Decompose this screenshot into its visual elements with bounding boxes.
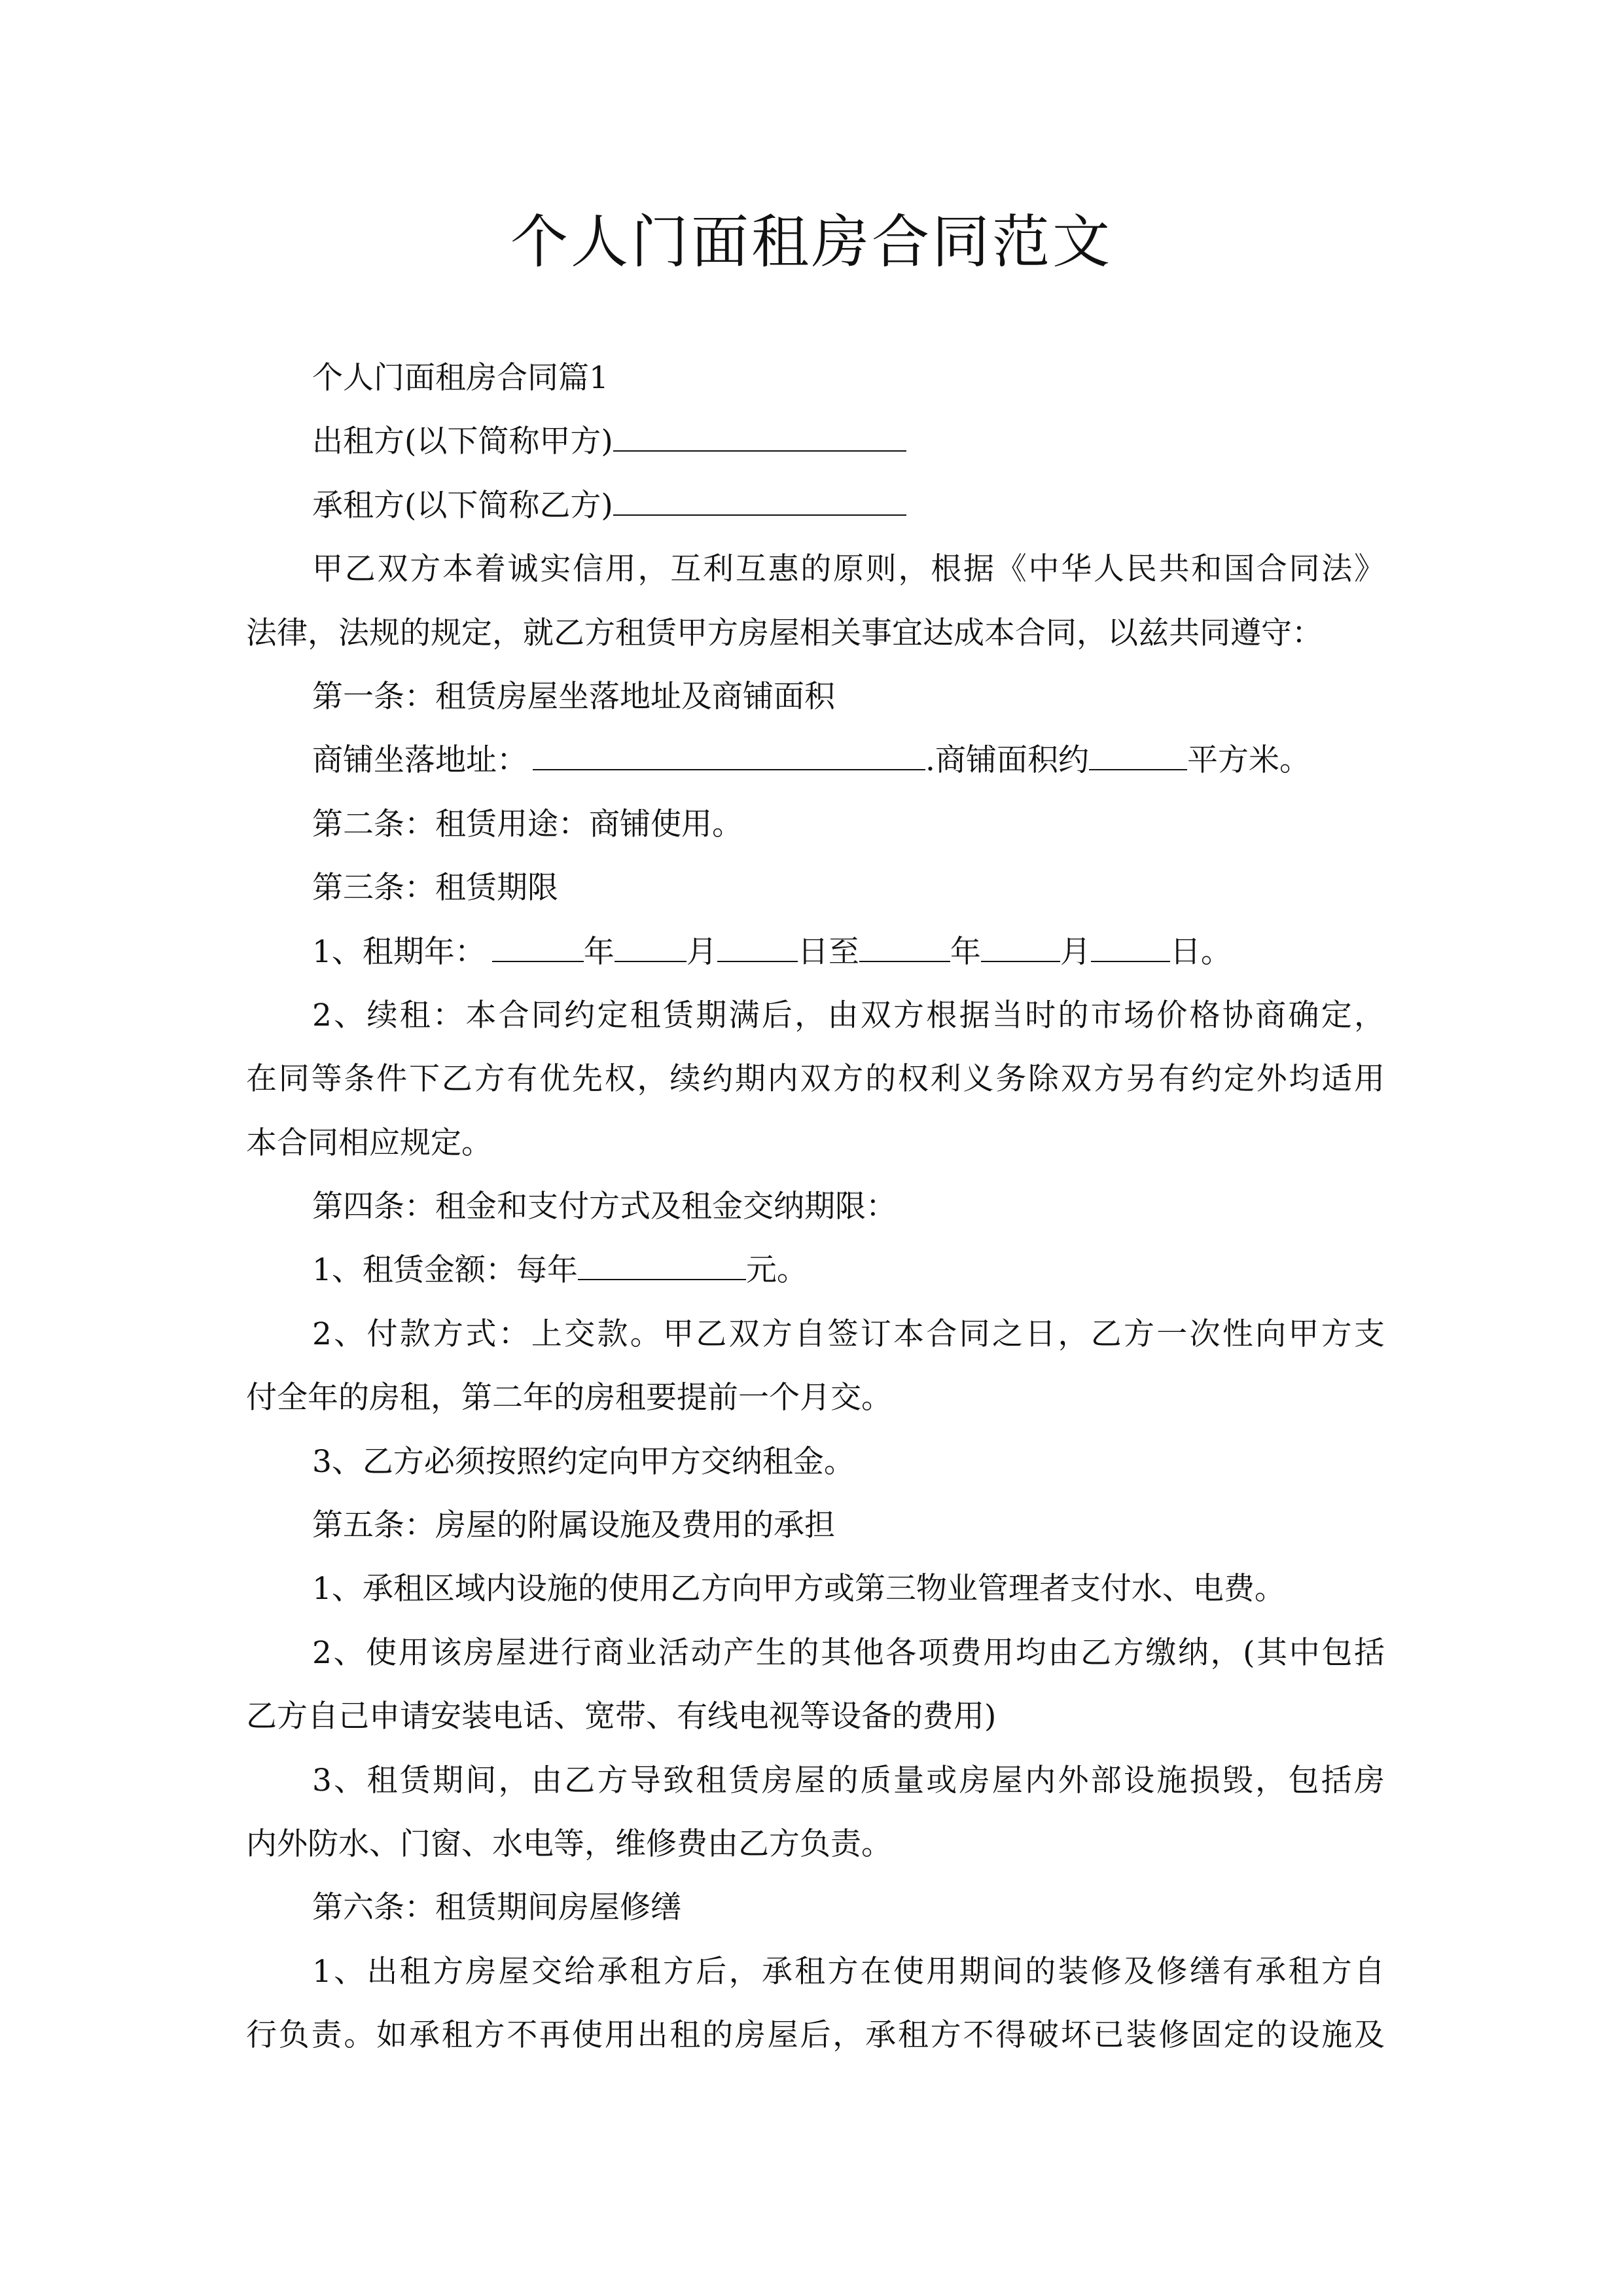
text-line (246, 984, 1385, 1047)
fill-in-blank (613, 495, 906, 516)
fill-in-blank (578, 1259, 746, 1280)
fill-in-blank (533, 749, 925, 770)
text-line (246, 1238, 1385, 1302)
fill-in-blank (859, 941, 950, 962)
text-line (246, 1047, 1385, 1111)
fill-in-blank (981, 941, 1060, 962)
text-line (246, 856, 1385, 920)
contract-body (246, 346, 1385, 2068)
text-segment: 第五条：房屋的附属设施及费用的承担 (312, 1507, 835, 1544)
text-segment: 年 (583, 933, 615, 970)
text-segment: 甲乙双方本着诚实信用，互利互惠的原则，根据《中华人民共和国合同法》 (312, 551, 1385, 588)
text-line (246, 1494, 1385, 1557)
text-line (246, 1812, 1385, 1876)
text-line (246, 346, 1385, 410)
text-line (246, 474, 1385, 537)
text-segment: 1、租期年： (312, 933, 486, 970)
text-segment: 3、租赁期间，由乙方导致租赁房屋的质量或房屋内外部设施损毁，包括房 (312, 1762, 1385, 1799)
text-segment: 商铺坐落地址： (312, 742, 527, 779)
fill-in-blank (492, 941, 584, 962)
text-segment: 2、续租：本合同约定租赁期满后，由双方根据当时的市场价格协商确定， (312, 997, 1385, 1033)
text-segment: 行负责。如承租方不再使用出租的房屋后，承租方不得破坏已装修固定的设施及 (246, 2017, 1385, 2054)
text-line (246, 1621, 1385, 1685)
text-line (246, 1749, 1385, 1812)
fill-in-blank (615, 941, 687, 962)
text-segment: 法律，法规的规定，就乙方租赁甲方房屋相关事宜达成本合同，以兹共同遵守： (246, 615, 1323, 651)
text-segment: 1、出租方房屋交给承租方后，承租方在使用期间的装修及修缮有承租方自 (312, 1953, 1385, 1990)
text-line (246, 1175, 1385, 1238)
text-segment: 第三条：租赁期限 (312, 870, 558, 906)
text-line (246, 1940, 1385, 2003)
text-line (246, 1366, 1385, 1429)
text-segment: 年 (950, 933, 981, 970)
text-segment: 付全年的房租，第二年的房租要提前一个月交。 (246, 1380, 892, 1416)
text-line (246, 1430, 1385, 1494)
text-segment: 平方米。 (1186, 742, 1310, 779)
fill-in-blank (717, 941, 798, 962)
text-line (246, 2003, 1385, 2067)
text-segment: 个人门面租房合同篇1 (312, 360, 609, 396)
text-line (246, 1111, 1385, 1175)
text-segment: 内外防水、门窗、水电等，维修费由乙方负责。 (246, 1825, 892, 1862)
text-line (246, 920, 1385, 984)
text-segment: 承租方(以下简称乙方) (312, 487, 613, 524)
text-segment: .商铺面积约 (925, 742, 1089, 779)
text-segment: 第一条：租赁房屋坐落地址及商铺面积 (312, 678, 835, 715)
text-line (246, 1685, 1385, 1748)
text-line (246, 537, 1385, 601)
text-segment: 第二条：租赁用途：商铺使用。 (312, 806, 743, 842)
text-segment: 乙方自己申请安装电话、宽带、有线电视等设备的费用) (246, 1698, 997, 1735)
text-segment: 2、付款方式：上交款。甲乙双方自签订本合同之日，乙方一次性向甲方支 (312, 1316, 1385, 1352)
text-line (246, 1876, 1385, 1939)
text-segment: 日至 (797, 933, 859, 970)
text-line (246, 793, 1385, 856)
text-segment: 本合同相应规定。 (246, 1124, 492, 1161)
text-segment: 出租方(以下简称甲方) (312, 423, 613, 460)
text-segment: 2、使用该房屋进行商业活动产生的其他各项费用均由乙方缴纳，(其中包括 (312, 1634, 1385, 1671)
document-title: 个人门面租房合同范文 (510, 208, 1113, 276)
text-segment: 月 (1060, 933, 1091, 970)
text-segment: 第六条：租赁期间房屋修缮 (312, 1890, 681, 1926)
text-segment: 1、租赁金额：每年 (312, 1252, 578, 1289)
text-segment: 在同等条件下乙方有优先权，续约期内双方的权利义务除双方另有约定外均适用 (246, 1061, 1385, 1098)
text-line (246, 665, 1385, 728)
text-segment: 第四条：租金和支付方式及租金交纳期限： (312, 1189, 897, 1225)
text-segment: 月 (686, 933, 717, 970)
fill-in-blank (1089, 749, 1187, 770)
text-line (246, 1557, 1385, 1621)
text-line (246, 728, 1385, 792)
text-segment: 3、乙方必须按照约定向甲方交纳租金。 (312, 1443, 855, 1480)
text-line (246, 1302, 1385, 1366)
fill-in-blank (1091, 941, 1170, 962)
text-segment: 元。 (745, 1252, 808, 1289)
text-segment: 1、承租区域内设施的使用乙方向甲方或第三物业管理者支付水、电费。 (312, 1571, 1285, 1607)
text-segment: 日。 (1169, 933, 1232, 970)
text-line (246, 410, 1385, 473)
fill-in-blank (613, 431, 906, 452)
text-line (246, 601, 1385, 665)
